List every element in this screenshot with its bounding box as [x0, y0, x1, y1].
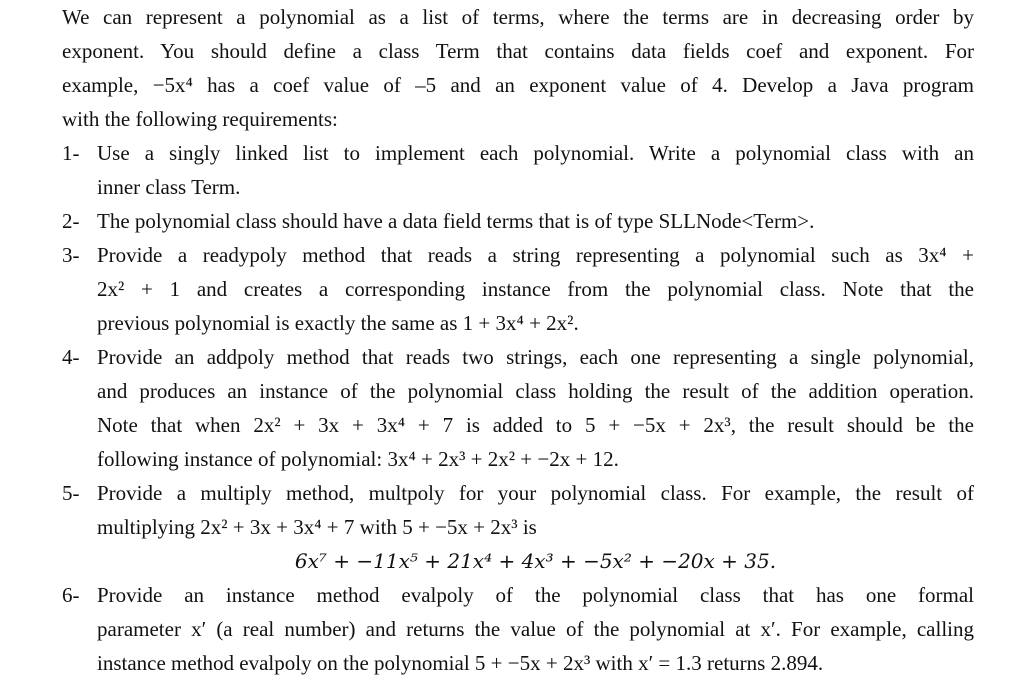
item-number: 3-	[62, 243, 80, 267]
requirement-list	[62, 136, 974, 680]
item-number: 2-	[62, 209, 80, 233]
item-number: 6-	[62, 583, 80, 607]
intro-line: with the following requirements:	[62, 107, 338, 131]
item-line: Provide a readypoly method that reads a string representing a polynomial such as 3x⁴ +	[97, 243, 974, 267]
requirement-item	[62, 204, 974, 238]
item-line: multiplying 2x² + 3x + 3x⁴ + 7 with 5 + −5x + 2x³ is	[97, 515, 537, 539]
item-line: following instance of polynomial: 3x⁴ + 2x³ + 2x² + −2x + 12.	[97, 447, 619, 471]
item-line: parameter x′ (a real number) and returns the value of the polynomial at x′. For example, calling	[97, 617, 974, 641]
item-line: Provide a multiply method, multpoly for your polynomial class. For example, the result of	[97, 481, 974, 505]
item-line: The polynomial class should have a data field terms that is of type SLLNode<Term>.	[97, 209, 815, 233]
item-number: 5-	[62, 481, 80, 505]
item-line: Use a singly linked list to implement each polynomial. Write a polynomial class with an	[97, 141, 974, 165]
requirement-item	[62, 578, 974, 680]
requirement-item	[62, 136, 974, 204]
requirement-item	[62, 340, 974, 476]
product-equation: 6x⁷ + −11x⁵ + 21x⁴ + 4x³ + −5x² + −20x + 35.	[294, 549, 777, 573]
item-line: inner class Term.	[97, 175, 241, 199]
item-number: 1-	[62, 141, 80, 165]
intro-line: example, −5x⁴ has a coef value of –5 and an exponent value of 4. Develop a Java program	[62, 73, 974, 97]
item-line: Provide an addpoly method that reads two strings, each one representing a single polynomial,	[97, 345, 974, 369]
requirement-item	[62, 238, 974, 340]
intro-line: exponent. You should define a class Term that contains data fields coef and exponent. For	[62, 39, 974, 63]
item-line: and produces an instance of the polynomial class holding the result of the addition operation.	[97, 379, 974, 403]
item-number: 4-	[62, 345, 80, 369]
intro-paragraph	[62, 0, 974, 136]
item-line: Note that when 2x² + 3x + 3x⁴ + 7 is added to 5 + −5x + 2x³, the result should be the	[97, 413, 974, 437]
item-line: Provide an instance method evalpoly of the polynomial class that has one formal	[97, 583, 974, 607]
intro-line: We can represent a polynomial as a list of terms, where the terms are in decreasing order by	[62, 5, 974, 29]
item-line: 2x² + 1 and creates a corresponding instance from the polynomial class. Note that the	[97, 277, 974, 301]
requirement-item	[62, 476, 974, 578]
item-line: instance method evalpoly on the polynomial 5 + −5x + 2x³ with x′ = 1.3 returns 2.894.	[97, 651, 824, 675]
item-line: previous polynomial is exactly the same as 1 + 3x⁴ + 2x².	[97, 311, 579, 335]
requirements-document	[62, 0, 974, 680]
